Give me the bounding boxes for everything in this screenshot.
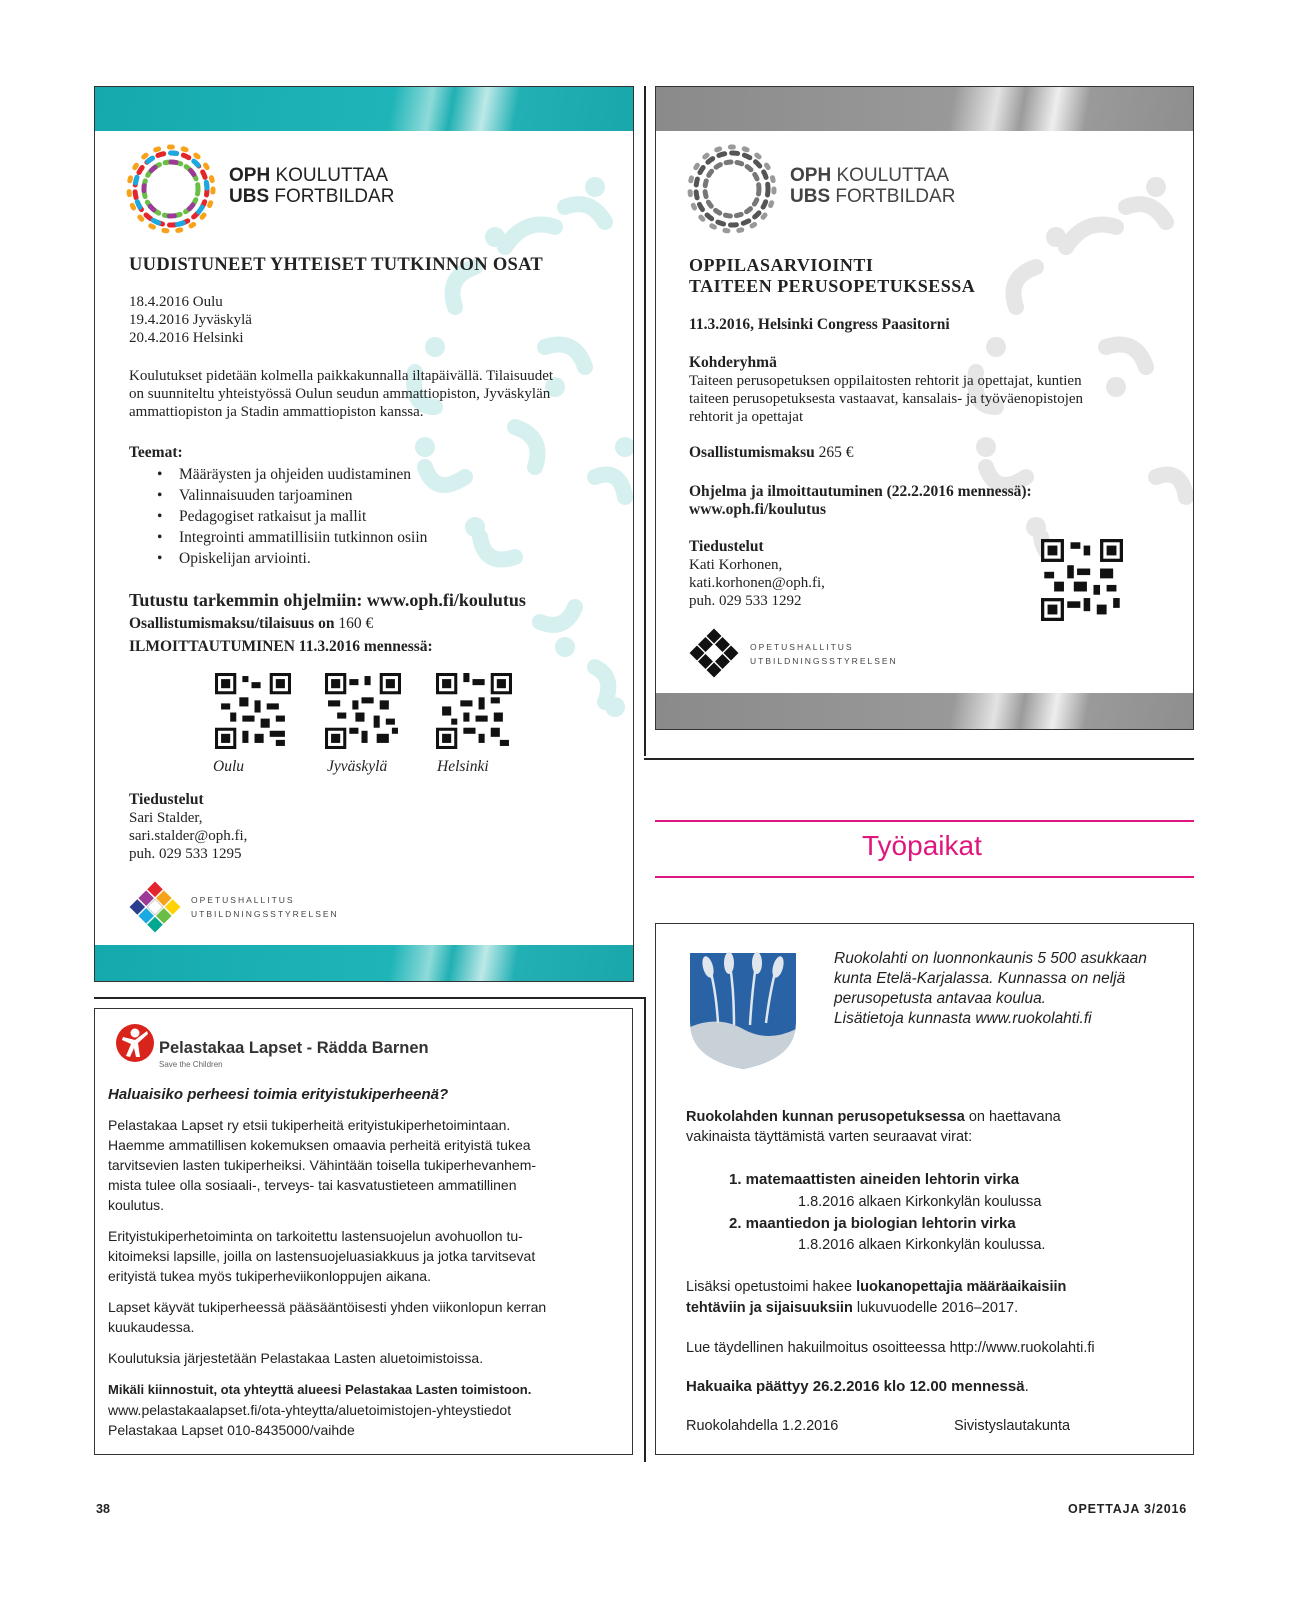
ruokolahti-intro-2: kunta Etelä-Karjalassa. Kunnassa on neljä bbox=[834, 970, 1126, 987]
save-p1-1: Pelastakaa Lapset ry etsii tukiperheitä erityistukiperhetoimintaan. bbox=[108, 1117, 511, 1133]
ruokolahti-coat-of-arms bbox=[688, 951, 798, 1071]
qr-code-helsinki[interactable] bbox=[436, 673, 512, 749]
ruokolahti-intro-4: Lisätietoja kunnasta www.ruokolahti.fi bbox=[834, 1010, 1092, 1027]
ruokolahti-job-2: 2. maantiedon ja biologian lehtorin virka bbox=[729, 1215, 1016, 1232]
save-p3-1: Lapset käyvät tukiperheessä pääsääntöisesti yhden viikonlopun kerran bbox=[108, 1299, 547, 1315]
ad2-contact-name: Kati Korhonen, bbox=[689, 557, 783, 573]
ad2-date-place: 11.3.2016, Helsinki Congress Paasitorni bbox=[689, 316, 950, 333]
ad2-target-1: Taiteen perusopetuksen oppilaitosten rehtorit ja opettajat, kuntien bbox=[689, 373, 1082, 389]
ruokolahti-place-date: Ruokolahdella 1.2.2016 bbox=[686, 1418, 839, 1434]
ad1-registration: ILMOITTAUTUMINEN 11.3.2016 mennessä: bbox=[129, 638, 433, 655]
ruokolahti-extra-1: Lisäksi opetustoimi hakee luokanopettajia määräaikaisiin bbox=[686, 1279, 1067, 1295]
save-p3-2: kuukaudessa. bbox=[108, 1319, 195, 1335]
save-p2-2: kitoimeksi lapsille, joilla on lastensuojeluasiakkuus ja jotka tarvitsevat bbox=[108, 1248, 536, 1264]
ad2-program-1: Ohjelma ja ilmoittautuminen (22.2.2016 mennessä): bbox=[689, 483, 1032, 500]
ad1-themes-list bbox=[129, 464, 427, 569]
qr-label-oulu: Oulu bbox=[213, 758, 244, 775]
save-logo-sub: Save the Children bbox=[159, 1060, 223, 1069]
qr-code-registration[interactable] bbox=[1041, 539, 1123, 621]
ad1-contact-phone: puh. 029 533 1295 bbox=[129, 846, 242, 862]
save-the-children-ad bbox=[94, 1008, 633, 1455]
ad2-title-1: OPPILASARVIOINTI bbox=[689, 255, 874, 275]
ad2-fee: Osallistumismaksu 265 € bbox=[689, 444, 854, 461]
save-p1-2: Haemme ammatillisen kokemuksen omaavia perheitä erityistä tukea bbox=[108, 1137, 531, 1153]
ad2-program-link[interactable]: www.oph.fi/koulutus bbox=[689, 501, 826, 518]
ad1-logo-text-2: UTBILDNINGSSTYRELSEN bbox=[191, 909, 339, 919]
center-divider-bottom bbox=[644, 997, 646, 1462]
ad1-date-1: 18.4.2016 Oulu bbox=[129, 294, 223, 310]
left-column-rule bbox=[94, 997, 644, 999]
qr-label-helsinki: Helsinki bbox=[437, 758, 489, 775]
brand-ubs-fortbildar-gray: UBS FORTBILDAR bbox=[790, 186, 956, 207]
ruokolahti-lead-2: vakinaista täyttämistä varten seuraavat virat: bbox=[686, 1129, 973, 1145]
qr-code-oulu[interactable] bbox=[215, 673, 291, 749]
save-p1-4: mista tulee olla sosiaali-, terveys- tai kasvatustieteen ammatillinen bbox=[108, 1177, 517, 1193]
jobs-rule-bottom bbox=[655, 876, 1194, 878]
oph-ring-logo-gray bbox=[686, 143, 778, 235]
ruokolahti-extra-2: tehtäviin ja sijaisuuksiin lukuvuodelle 2016–2017. bbox=[686, 1300, 1019, 1316]
qr-label-jyvaskyla: Jyväskylä bbox=[327, 758, 388, 775]
ruokolahti-intro-1: Ruokolahti on luonnonkaunis 5 500 asukkaan bbox=[834, 950, 1147, 967]
gray-top-band bbox=[656, 87, 1193, 131]
ad2-contact-email[interactable]: kati.korhonen@oph.fi, bbox=[689, 575, 825, 591]
ad1-intro-2: on suunniteltu yhteistyössä Oulun seudun ammattiopiston, Jyväskylän bbox=[129, 386, 551, 402]
opetushallitus-color-logo bbox=[129, 881, 181, 933]
list-item: • Pedagogiset ratkaisut ja mallit bbox=[129, 506, 427, 527]
save-url[interactable]: www.pelastakaalapset.fi/ota-yhteytta/aluetoimistojen-yhteystiedot bbox=[108, 1402, 512, 1418]
list-item: • Määräysten ja ohjeiden uudistaminen bbox=[129, 464, 427, 485]
ruokolahti-job-1-detail: 1.8.2016 alkaen Kirkonkylän koulussa bbox=[798, 1194, 1042, 1210]
list-item: • Integrointi ammatillisiin tutkinnon osiin bbox=[129, 527, 427, 548]
save-the-children-icon bbox=[115, 1021, 155, 1065]
ad1-themes-heading: Teemat: bbox=[129, 444, 183, 461]
ad2-target-heading: Kohderyhmä bbox=[689, 354, 777, 371]
brand-ubs-fortbildar: UBS FORTBILDAR bbox=[229, 186, 395, 207]
save-p1-3: tarvitsevien lasten tukiperheiksi. Vähintään toisella tukiperhevanhem- bbox=[108, 1157, 537, 1173]
ad2-logo-text-2: UTBILDNINGSSTYRELSEN bbox=[750, 656, 898, 666]
gray-bottom-band bbox=[656, 693, 1193, 729]
ad2-logo-text-1: OPETUSHALLITUS bbox=[750, 642, 854, 652]
oph-ring-logo bbox=[125, 143, 217, 235]
save-p2-3: erityistä tukea myös tukiperheviikonloppujen aikana. bbox=[108, 1268, 431, 1284]
ruokolahti-lead-1: Ruokolahden kunnan perusopetuksessa on haettavana bbox=[686, 1109, 1061, 1125]
ad1-program-link[interactable]: Tutustu tarkemmin ohjelmiin: www.oph.fi/koulutus bbox=[129, 590, 526, 610]
list-item: • Valinnaisuuden tarjoaminen bbox=[129, 485, 427, 506]
ad1-intro-3: ammattiopiston ja Stadin ammattiopiston kanssa. bbox=[129, 404, 424, 420]
teal-top-band bbox=[95, 87, 633, 131]
ruokolahti-job-1: 1. matemaattisten aineiden lehtorin virka bbox=[729, 1171, 1020, 1188]
ad2-target-2: taiteen perusopetuksesta vastaavat, kansalais- ja työväenopistojen bbox=[689, 391, 1084, 407]
oph-ad-gray bbox=[655, 86, 1194, 730]
page-number: 38 bbox=[96, 1502, 110, 1516]
save-cta: Mikäli kiinnostuit, ota yhteyttä alueesi Pelastakaa Lasten toimistoon. bbox=[108, 1382, 532, 1397]
save-phone: Pelastakaa Lapset 010-8435000/vaihde bbox=[108, 1422, 355, 1438]
ad1-date-2: 19.4.2016 Jyväskylä bbox=[129, 312, 252, 328]
ruokolahti-ad bbox=[655, 923, 1194, 1455]
ruokolahti-signer: Sivistyslautakunta bbox=[954, 1418, 1071, 1434]
qr-code-jyvaskyla[interactable] bbox=[325, 673, 401, 749]
teal-bottom-band bbox=[95, 945, 633, 981]
ad1-logo-text-1: OPETUSHALLITUS bbox=[191, 895, 295, 905]
ruokolahti-intro-3: perusopetusta antavaa koulua. bbox=[834, 990, 1046, 1007]
ad1-fee: Osallistumismaksu/tilaisuus on 160 € bbox=[129, 615, 374, 632]
ad1-intro-1: Koulutukset pidetään kolmella paikkakunnalla iltapäivällä. Tilaisuudet bbox=[129, 368, 554, 384]
center-divider-top bbox=[644, 86, 646, 756]
jobs-rule-top bbox=[655, 820, 1194, 822]
ad1-title: UUDISTUNEET YHTEISET TUTKINNON OSAT bbox=[129, 255, 544, 275]
magazine-issue: OPETTAJA 3/2016 bbox=[1068, 1502, 1187, 1516]
ad2-target-3: rehtorit ja opettajat bbox=[689, 409, 804, 425]
save-headline: Haluaisiko perheesi toimia erityistukiperheenä? bbox=[108, 1086, 449, 1103]
save-p4: Koulutuksia järjestetään Pelastakaa Lasten aluetoimistoissa. bbox=[108, 1350, 484, 1366]
ad2-contact-phone: puh. 029 533 1292 bbox=[689, 593, 802, 609]
save-logo-name: Pelastakaa Lapset - Rädda Barnen bbox=[159, 1039, 429, 1057]
jobs-heading: Työpaikat bbox=[862, 830, 982, 861]
right-column-rule bbox=[644, 758, 1194, 760]
ad1-contact-heading: Tiedustelut bbox=[129, 791, 204, 808]
ad1-contact-name: Sari Stalder, bbox=[129, 810, 203, 826]
ad1-date-3: 20.4.2016 Helsinki bbox=[129, 330, 244, 346]
brand-oph-koulututtaa-gray: OPH KOULUTTAA bbox=[790, 165, 950, 186]
opetushallitus-bw-logo bbox=[689, 628, 739, 678]
brand-oph-koulututtaa: OPH KOULUTTAA bbox=[229, 165, 389, 186]
ad2-contact-heading: Tiedustelut bbox=[689, 538, 764, 555]
ruokolahti-job-2-detail: 1.8.2016 alkaen Kirkonkylän koulussa. bbox=[798, 1237, 1046, 1253]
ad2-title-2: TAITEEN PERUSOPETUKSESSA bbox=[689, 276, 976, 296]
save-p1-5: koulutus. bbox=[108, 1197, 165, 1213]
ad1-contact-email[interactable]: sari.stalder@oph.fi, bbox=[129, 828, 248, 844]
save-p2-1: Erityistukiperhetoiminta on tarkoitettu lastensuojelun avohuollon tu- bbox=[108, 1228, 523, 1244]
oph-ad-teal bbox=[94, 86, 634, 982]
list-item: • Opiskelijan arviointi. bbox=[129, 548, 427, 569]
ruokolahti-full-notice[interactable]: Lue täydellinen hakuilmoitus osoitteessa http://www.ruokolahti.fi bbox=[686, 1340, 1095, 1356]
ruokolahti-deadline: Hakuaika päättyy 26.2.2016 klo 12.00 mennessä. bbox=[686, 1378, 1029, 1395]
